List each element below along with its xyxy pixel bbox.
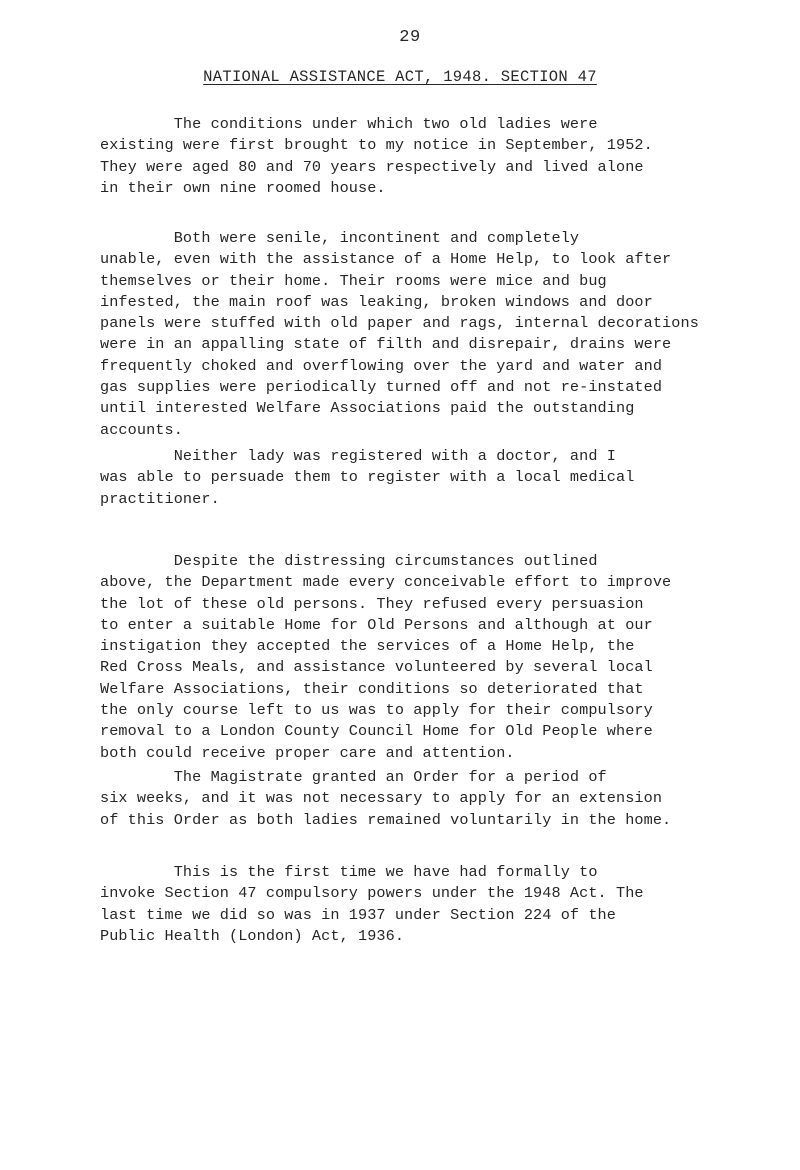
paragraph-6: This is the first time we have had formally to invoke Section 47 compulsory powers under the 1948 Act. The last time we did so was in 1937 under Section 224 of the Public Health (London) Act, 1936. — [100, 863, 644, 945]
paragraph-2: Both were senile, incontinent and completely unable, even with the assistance of a Home Help, to look after themselves or their home. Their rooms were mice and bug infested, the main roof was leaking, broken windows and door panels were stuffed with old paper and rags, internal decorations were in an appalling state of filth and disrepair, drains were frequently choked and overflowing over the yard and water and gas supplies were periodically turned off and not re-instated until interested Welfare Associations paid the outstanding accounts. — [100, 229, 699, 439]
section-heading-text: NATIONAL ASSISTANCE ACT, 1948. SECTION 47 — [203, 68, 597, 86]
page-number: 29 — [399, 28, 421, 47]
section-heading — [0, 68, 800, 86]
paragraph-4: Despite the distressing circumstances outlined above, the Department made every conceivable effort to improve the lot of these old persons. They refused every persuasion to enter a suitable Home for Old Persons and although at our instigation they accepted the services of a Home Help, the Red Cross Meals, and assistance volunteered by several local Welfare Associations, their conditions so deteriorated that the only course left to us was to apply for their compulsory removal to a London County Council Home for Old People where both could receive proper care and attention. — [100, 552, 672, 762]
paragraph-1: The conditions under which two old ladies were existing were first brought to my notice in September, 1952. They were aged 80 and 70 years respectively and lived alone in their own nine roomed house. — [100, 115, 653, 197]
paragraph-5: The Magistrate granted an Order for a period of six weeks, and it was not necessary to apply for an extension of this Order as both ladies remained voluntarily in the home. — [100, 768, 672, 829]
paragraph-3: Neither lady was registered with a doctor, and I was able to persuade them to register with a local medical practitioner. — [100, 447, 635, 508]
